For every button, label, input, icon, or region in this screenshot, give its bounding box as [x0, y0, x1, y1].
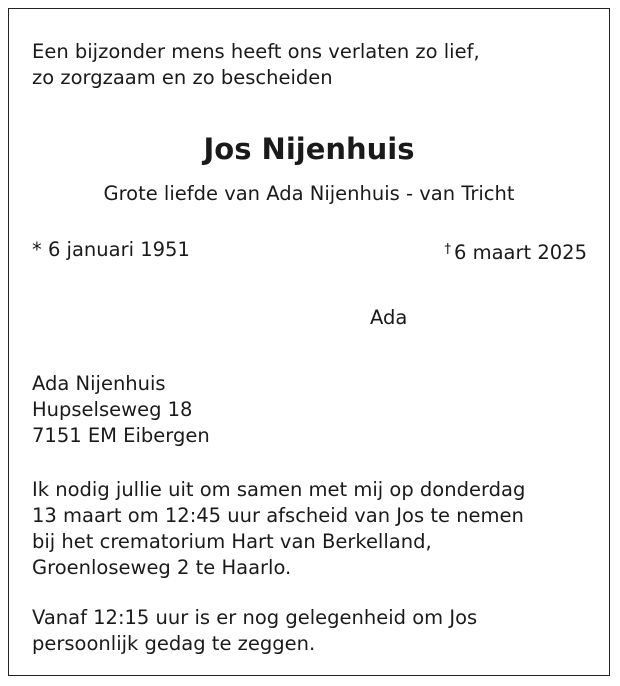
invitation-line-1: Ik nodig jullie uit om samen met mij op donderdag: [32, 478, 526, 501]
invitation-line-4: Groenloseweg 2 te Haarlo.: [32, 556, 292, 579]
condolence-paragraph: [32, 605, 477, 657]
condolence-line-2: persoonlijk gedag te zeggen.: [32, 632, 316, 655]
dagger-symbol: †: [444, 242, 451, 257]
signature: Ada: [370, 306, 408, 329]
death-date-line: [445, 237, 588, 266]
opening-line-1: Een bijzonder mens heeft ons verlaten zo lief,: [32, 40, 480, 63]
opening-line-2: zo zorgzaam en zo bescheiden: [32, 66, 333, 89]
deceased-subtitle: Grote liefde van Ada Nijenhuis - van Tricht: [103, 182, 515, 205]
invitation-line-3: bij het crematorium Hart van Berkelland,: [32, 530, 432, 553]
address-street: Hupselseweg 18: [32, 398, 193, 421]
invitation-paragraph: [32, 477, 525, 581]
deceased-name: Jos Nijenhuis: [203, 132, 415, 166]
opening-verse: [32, 39, 480, 91]
correspondence-address: [32, 371, 210, 449]
death-date: 6 maart 2025: [454, 241, 587, 264]
obituary-card: [8, 8, 610, 676]
address-city: 7151 EM Eibergen: [32, 424, 210, 447]
address-name: Ada Nijenhuis: [32, 372, 166, 395]
invitation-line-2: 13 maart om 12:45 uur afscheid van Jos te nemen: [32, 504, 524, 527]
condolence-line-1: Vanaf 12:15 uur is er nog gelegenheid om Jos: [32, 606, 478, 629]
birth-date: * 6 januari 1951: [32, 238, 190, 261]
